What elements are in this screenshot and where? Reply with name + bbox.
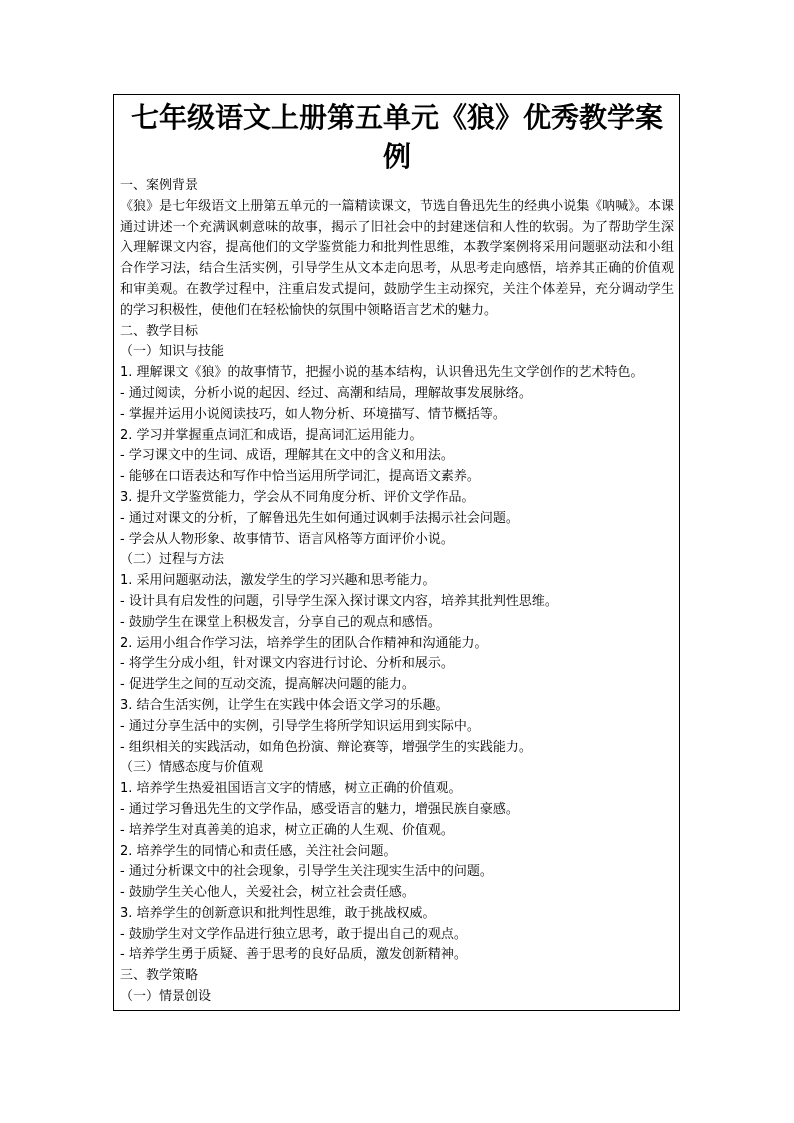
document-frame (113, 94, 680, 1011)
bullet-item: - 学会从人物形象、故事情节、语言风格等方面评价小说。 (120, 531, 454, 547)
bullet-item: - 鼓励学生关心他人，关爱社会，树立社会责任感。 (120, 885, 415, 901)
bullet-item: - 通过对课文的分析，了解鲁迅先生如何通过讽刺手法揭示社会问题。 (120, 510, 519, 526)
document-title: 七年级语文上册第五单元《狼》优秀教学案例 (130, 101, 663, 173)
numbered-item: 2. 运用小组合作学习法，培养学生的团队合作精神和沟通能力。 (120, 635, 488, 651)
bullet-item: - 培养学生勇于质疑、善于思考的良好品质，激发创新精神。 (120, 947, 467, 963)
numbered-item: 3. 培养学生的创新意识和批判性思维，敢于挑战权威。 (120, 905, 436, 921)
bullet-item: - 将学生分成小组，针对课文内容进行讨论、分析和展示。 (120, 656, 454, 672)
numbered-item: 3. 结合生活实例，让学生在实践中体会语文学习的乐趣。 (120, 697, 449, 713)
subsection-heading: （一）情景创设 (120, 989, 212, 1005)
document-body (120, 176, 674, 1008)
numbered-item: 1. 采用问题驱动法，激发学生的学习兴趣和思考能力。 (120, 573, 436, 589)
bullet-item: - 鼓励学生在课堂上积极发言，分享自己的观点和感悟。 (120, 614, 441, 630)
numbered-item: 1. 培养学生热爱祖国语言文字的情感，树立正确的价值观。 (120, 781, 462, 797)
numbered-item: 2. 培养学生的同情心和责任感，关注社会问题。 (120, 843, 397, 859)
subsection-heading: （三）情感态度与价值观 (120, 760, 264, 776)
numbered-item: 3. 提升文学鉴赏能力，学会从不同角度分析、评价文学作品。 (120, 489, 475, 505)
bullet-item: - 设计具有启发性的问题，引导学生深入探讨课文内容，培养其批判性思维。 (120, 593, 558, 609)
bullet-item: - 组织相关的实践活动，如角色扮演、辩论赛等，增强学生的实践能力。 (120, 739, 532, 755)
bullet-item: - 学习课文中的生词、成语，理解其在文中的含义和用法。 (120, 448, 454, 464)
subsection-heading: （二）过程与方法 (120, 552, 225, 568)
bullet-item: - 培养学生对真善美的追求，树立正确的人生观、价值观。 (120, 822, 454, 838)
numbered-item: 2. 学习并掌握重点词汇和成语，提高词汇运用能力。 (120, 427, 423, 443)
bullet-item: - 鼓励学生对文学作品进行独立思考，敢于提出自己的观点。 (120, 926, 467, 942)
subsection-heading: （一）知识与技能 (120, 344, 225, 360)
section-heading: 三、教学策略 (120, 968, 199, 984)
bullet-item: - 促进学生之间的互动交流，提高解决问题的能力。 (120, 677, 415, 693)
bullet-item: - 通过学习鲁迅先生的文学作品，感受语言的魅力，增强民族自豪感。 (120, 801, 519, 817)
section-heading: 一、案例背景 (120, 178, 199, 193)
bullet-item: - 掌握并运用小说阅读技巧，如人物分析、环境描写、情节概括等。 (120, 406, 506, 422)
bullet-item: - 通过分享生活中的实例，引导学生将所学知识运用到实际中。 (120, 718, 480, 734)
bullet-item: - 能够在口语表达和写作中恰当运用所学词汇，提高语文素养。 (120, 469, 480, 485)
bullet-item: - 通过阅读，分析小说的起因、经过、高潮和结局，理解故事发展脉络。 (120, 385, 532, 401)
numbered-item: 1. 理解课文《狼》的故事情节，把握小说的基本结构，认识鲁迅先生文学创作的艺术特色。 (120, 365, 644, 381)
section-heading: 二、教学目标 (120, 323, 199, 339)
bullet-item: - 通过分析课文中的社会现象，引导学生关注现实生活中的问题。 (120, 864, 493, 880)
paragraph: 《狼》是七年级语文上册第五单元的一篇精读课文，节选自鲁迅先生的经典小说集《呐喊》。本课通过讲述一个充满讽刺意味的故事，揭示了旧社会中的封建迷信和人性的软弱。为了帮助学生深入理解课文内容，提高他们的文学鉴赏能力和批判性思维，本教学案例将采用问题驱动法和小组合作学习法，结合生活实例，引导学生从文本走向思考，从思考走向感悟，培养其正确的价值观和审美观。在教学过程中，注重启发式提问，鼓励学生主动探究，关注个体差异，充分调动学生的学习积极性，使他们在轻松愉快的氛围中领略语言艺术的魅力。 (120, 198, 674, 318)
